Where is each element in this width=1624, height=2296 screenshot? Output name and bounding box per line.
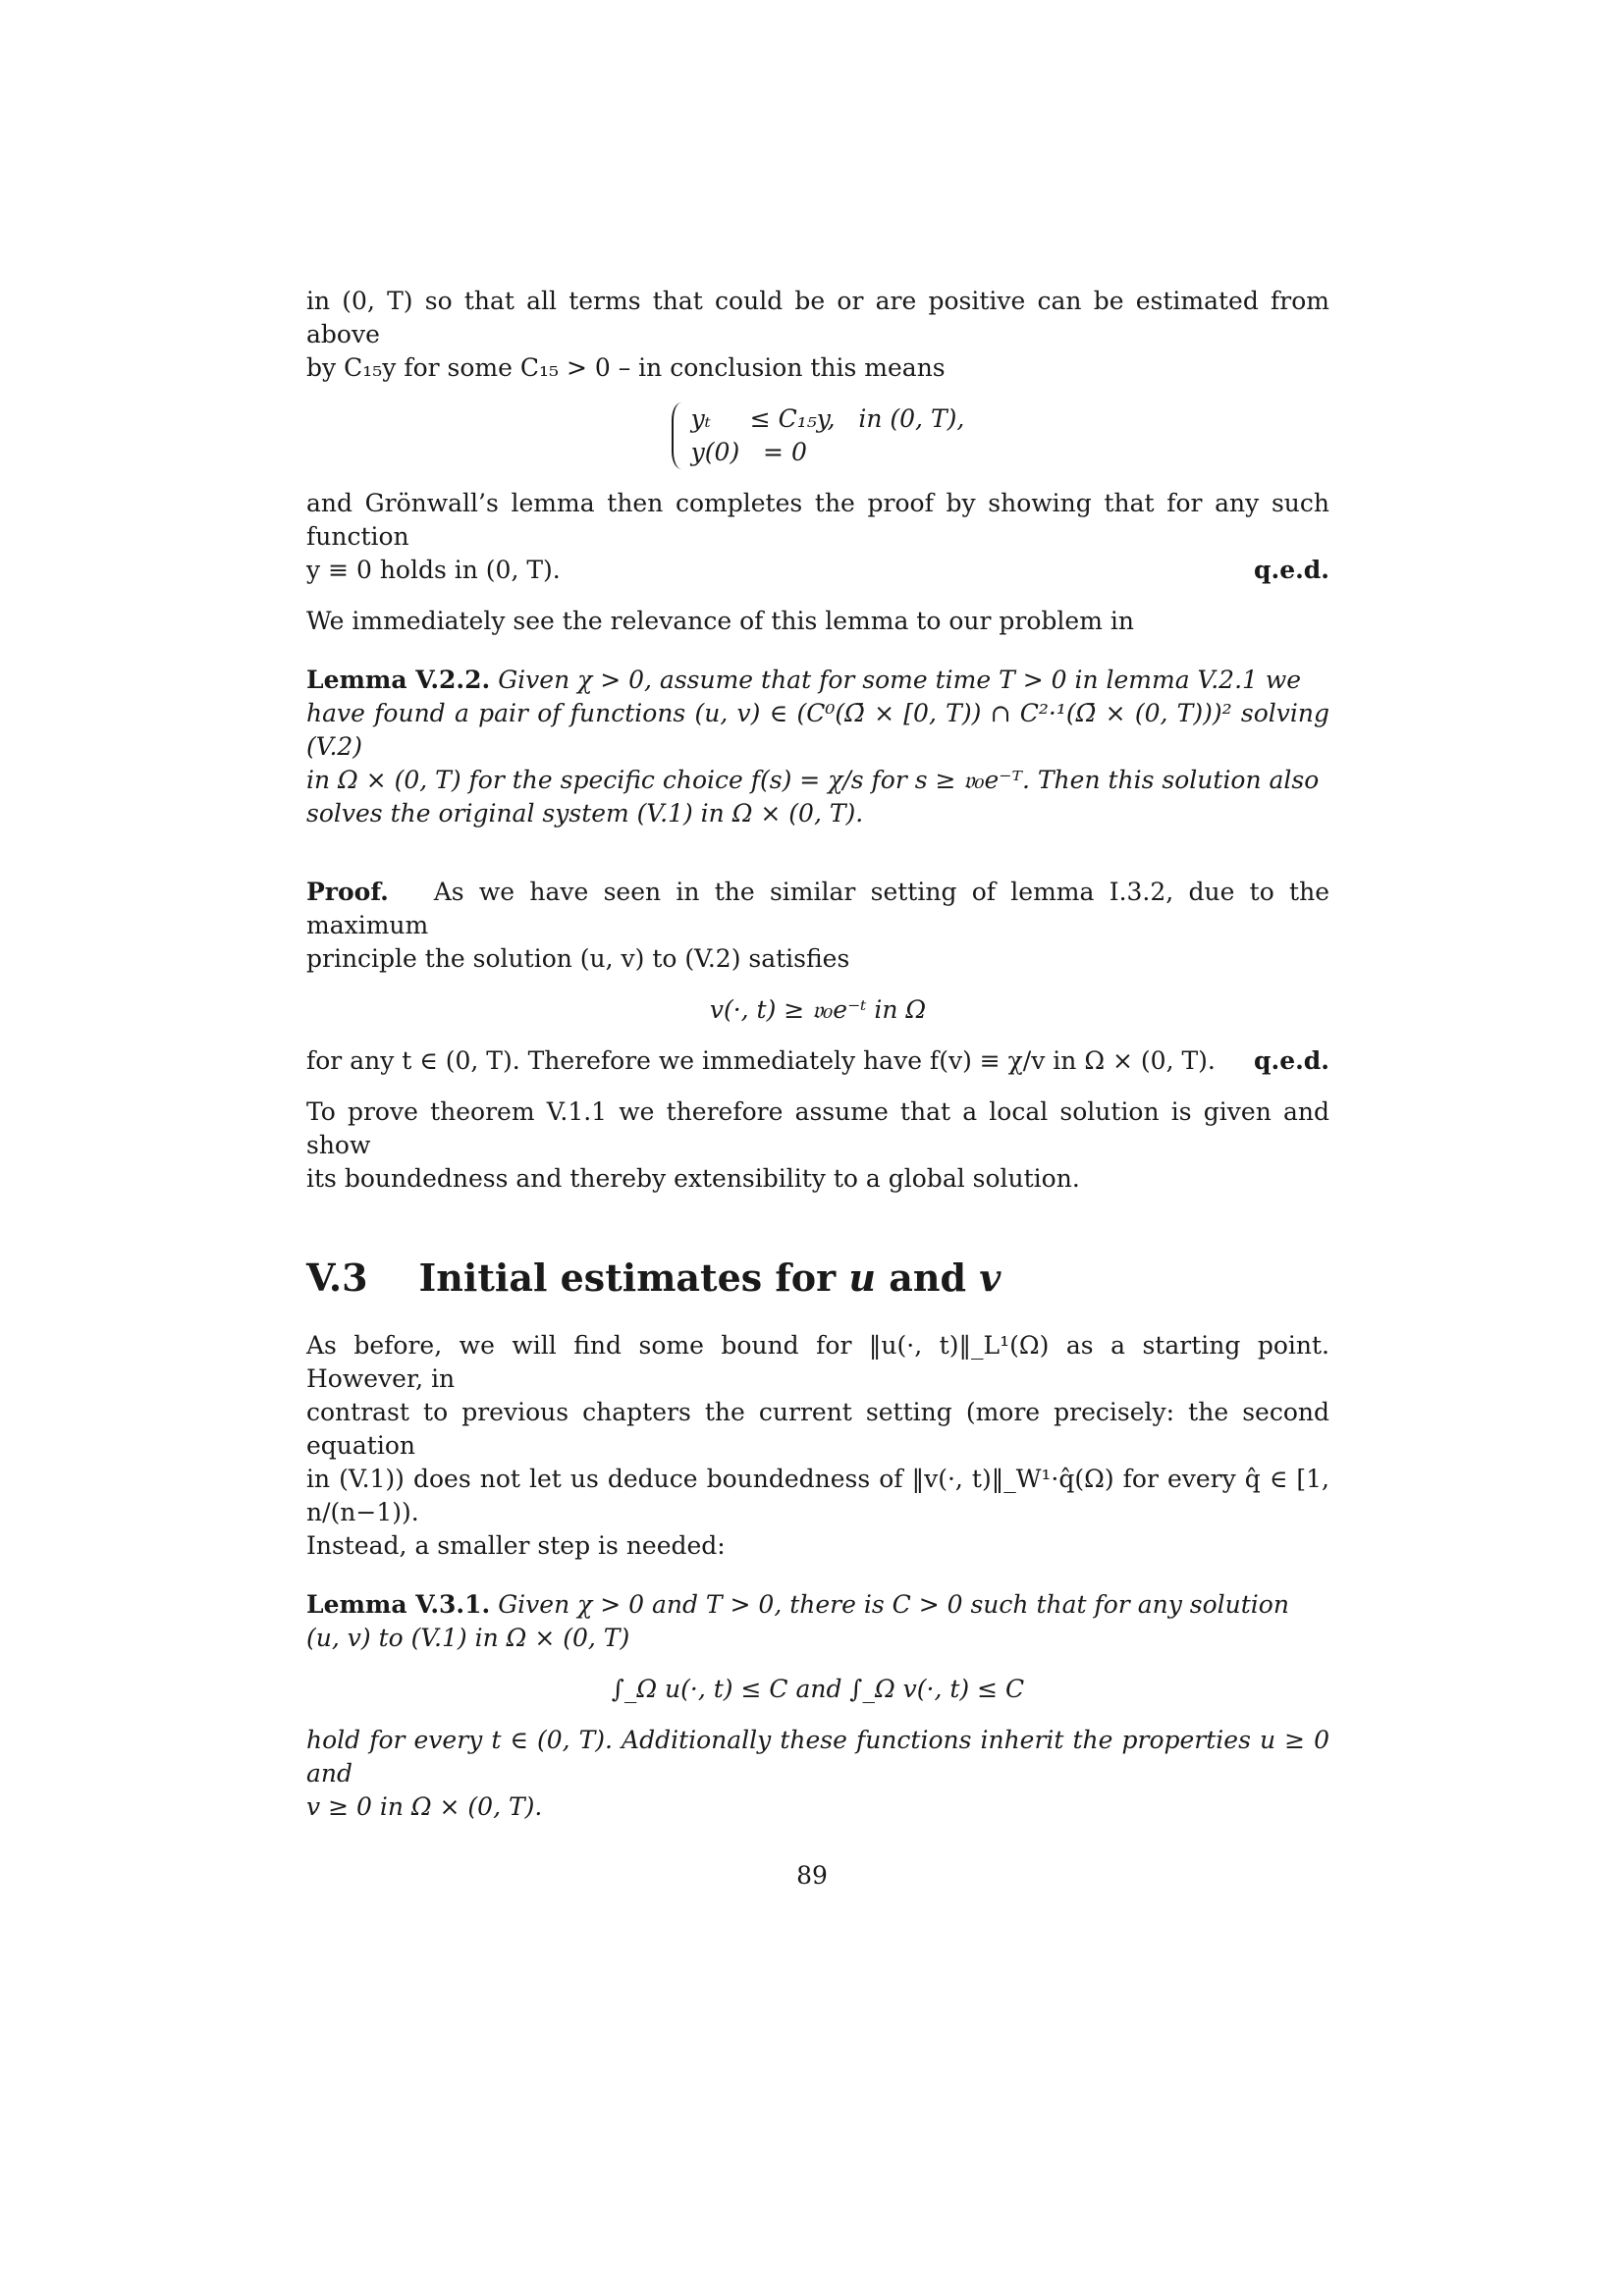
section-title-var: v bbox=[979, 1255, 1001, 1300]
left-brace bbox=[672, 402, 683, 469]
paragraph-line: contrast to previous chapters the current setting (more precisely: the second equation bbox=[306, 1398, 1329, 1460]
cases-line: y(0) = 0 bbox=[690, 438, 807, 466]
lemma-text: solves the original system (V.1) in Ω × (0, T). bbox=[306, 799, 864, 828]
paragraph bbox=[306, 1329, 1329, 1563]
lemma-v31 bbox=[306, 1588, 1329, 1824]
section-title-var: u bbox=[848, 1255, 876, 1300]
paragraph-line: in (V.1)) does not let us deduce boundedness of ‖v(·, t)‖_W¹·q̂(Ω) for every q̂ ∈ [1, n/(n−1)). bbox=[306, 1465, 1329, 1526]
paragraph-line: Instead, a smaller step is needed: bbox=[306, 1531, 726, 1560]
paragraph-line: by C₁₅y for some C₁₅ > 0 – in conclusion this means bbox=[306, 353, 946, 382]
lemma-text: v ≥ 0 in Ω × (0, T). bbox=[306, 1792, 543, 1821]
qed-mark: q.e.d. bbox=[1254, 1046, 1329, 1075]
paragraph-line: its boundedness and thereby extensibility to a global solution. bbox=[306, 1164, 1080, 1193]
lemma-text: Given χ > 0, assume that for some time T > 0 in lemma V.2.1 we bbox=[498, 666, 1302, 694]
cases-equation bbox=[306, 402, 1329, 469]
section-title-text: and bbox=[889, 1255, 967, 1300]
paragraph-line: We immediately see the relevance of this lemma to our problem in bbox=[306, 607, 1134, 635]
section-number: V.3 bbox=[306, 1255, 368, 1300]
paragraph-line: y ≡ 0 holds in (0, T). bbox=[306, 556, 561, 584]
lemma-text: (u, v) to (V.1) in Ω × (0, T) bbox=[306, 1624, 630, 1652]
proof-text: As we have seen in the similar setting of lemma I.3.2, due to the maximum bbox=[306, 878, 1329, 939]
paragraph-line: As before, we will find some bound for ‖u(·, t)‖_L¹(Ω) as a starting point. However, in bbox=[306, 1331, 1329, 1393]
proof-text: for any t ∈ (0, T). Therefore we immediately have f(v) ≡ χ/v in Ω × (0, T). bbox=[306, 1046, 1216, 1075]
paragraph-line: To prove theorem V.1.1 we therefore assume that a local solution is given and show bbox=[306, 1097, 1329, 1159]
lemma-text: hold for every t ∈ (0, T). Additionally these functions inherit the properties u ≥ 0 and bbox=[306, 1726, 1329, 1788]
display-equation: ∫_Ω u(·, t) ≤ C and ∫_Ω v(·, t) ≤ C bbox=[611, 1675, 1025, 1703]
qed-mark: q.e.d. bbox=[1254, 556, 1329, 584]
page-number: 89 bbox=[796, 1861, 828, 1890]
lemma-v22 bbox=[306, 664, 1329, 830]
lemma-text: have found a pair of functions (u, v) ∈ (C⁰(Ω̄ × [0, T)) ∩ C²·¹(Ω̄ × (0, T)))² solving (V.2) bbox=[306, 699, 1329, 761]
section-heading bbox=[306, 1256, 1329, 1300]
lemma-text: in Ω × (0, T) for the specific choice f(s) = χ/s for s ≥ 𝔳₀e⁻ᵀ. Then this solution also bbox=[306, 766, 1320, 794]
paragraph bbox=[306, 1095, 1329, 1196]
section-title-text: Initial estimates for bbox=[418, 1255, 837, 1300]
proof-block bbox=[306, 876, 1329, 1078]
paragraph-line: and Grönwall’s lemma then completes the proof by showing that for any such function bbox=[306, 489, 1329, 551]
lemma-label: Lemma V.2.2. bbox=[306, 666, 491, 694]
lemma-label: Lemma V.3.1. bbox=[306, 1590, 491, 1619]
qed-row bbox=[306, 1044, 1329, 1078]
cases-line: yₜ ≤ C₁₅y, in (0, T), bbox=[690, 404, 965, 433]
display-equation: v(·, t) ≥ 𝔳₀e⁻ᵗ in Ω bbox=[709, 995, 927, 1024]
qed-row bbox=[306, 554, 1329, 587]
proof-text: principle the solution (u, v) to (V.2) satisfies bbox=[306, 944, 850, 973]
paragraph-line: in (0, T) so that all terms that could be or are positive can be estimated from above bbox=[306, 287, 1329, 348]
lemma-text: Given χ > 0 and T > 0, there is C > 0 such that for any solution bbox=[498, 1590, 1289, 1619]
proof-label: Proof. bbox=[306, 878, 389, 906]
section-title bbox=[419, 1256, 1001, 1300]
page-body bbox=[306, 285, 1329, 1824]
